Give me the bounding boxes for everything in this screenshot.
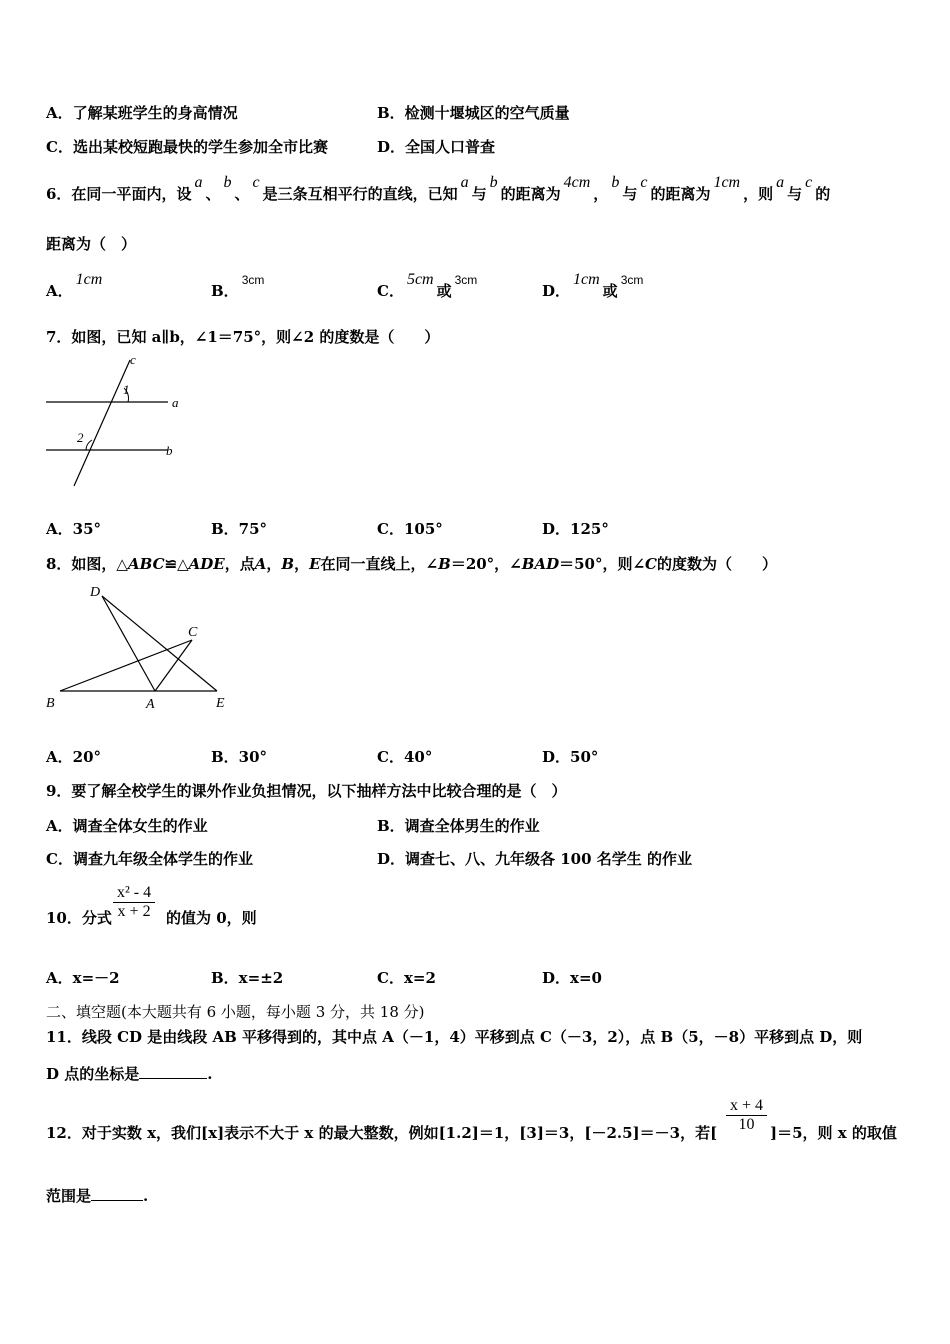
q9-stem: 9．要了解全校学生的课外作业负担情况，以下抽样方法中比较合理的是（ ） [46,782,567,800]
q8-label-c: C [188,625,198,640]
q6-option-d: D．1cm或$^{3cm}$ [542,271,644,300]
q6-option-a: A．1cm [46,271,103,300]
q9-option-a: A．调查全体女生的作业 [46,817,208,835]
q8-option-a: A．20° [46,748,102,766]
q10-fraction [113,884,155,921]
q9-option-d: D．调查七、八、九年级各 100 名学生 的作业 [377,850,692,868]
q12-answer-blank [91,1200,143,1201]
q12-stem-prefix: 12．对于实数 x，我们[x]表示不大于 x 的最大整数，例如[1.2]＝1，[3]＝3，[－2.5]＝－3，若[ [46,1124,718,1142]
q7-figure [40,350,190,490]
q8-stem: 8．如图，△ABC≌△ADE，点A，B，E在同一直线上，∠B＝20°，∠BAD＝50°，则∠C的度数为（ ） [46,555,778,573]
q5-option-b: B．检测十堰城区的空气质量 [377,104,570,122]
q8-segment-da [102,596,155,691]
q5-option-a: A．了解某班学生的身高情况 [46,104,238,122]
q11-stem-line2: D 点的坐标是 . [46,1065,213,1083]
q8-figure [40,580,240,715]
q8-label-b: B [46,696,55,711]
section-2-heading: 二、填空题(本大题共有 6 小题，每小题 3 分，共 18 分) [46,1003,425,1021]
q7-label-a: a [172,395,179,410]
q11-answer-blank [139,1078,207,1079]
q12-fraction-denominator: 10 [738,1116,755,1133]
q8-label-e: E [216,696,225,711]
q7-option-b: B．75° [211,520,268,538]
q7-label-1: 1 [123,382,130,397]
q6-stem-line2: 距离为（ ） [46,235,137,253]
q7-option-c: C．105° [377,520,443,538]
q10-option-a: A．x=－2 [46,969,120,987]
q9-option-c: C．调查九年级全体学生的作业 [46,850,253,868]
q10-stem-prefix: 10．分式 [46,909,112,927]
q7-label-c: c [130,352,136,367]
q7-label-2: 2 [77,430,84,445]
q10-fraction-numerator: x² - 4 [117,884,152,901]
q10-option-b: B．x=±2 [211,969,284,987]
q8-option-d: D．50° [542,748,599,766]
q7-label-b: b [166,443,173,458]
q7-line-c [74,360,130,486]
q8-option-b: B．30° [211,748,268,766]
q6-option-b: B．$^{3cm}$ [211,273,265,300]
q10-fraction-denominator: x + 2 [117,903,151,920]
q8-segment-bc [60,640,192,691]
q10-option-c: C．x=2 [377,969,436,987]
q8-option-c: C．40° [377,748,433,766]
q10-stem-suffix: 的值为 0，则 [166,909,257,927]
q6-option-c: C．5cm或$^{3cm}$ [377,271,478,300]
q6-stem: 6．在同一平面内，设a、b、c是三条互相平行的直线，已知a与b的距离为4cm，b与c的距离为1cm，则a与c的 [46,174,831,203]
q12-fraction [726,1097,767,1134]
q10-option-d: D．x=0 [542,969,602,987]
q11-stem: 11．线段 CD 是由线段 AB 平移得到的，其中点 A（－1，4）平移到点 C（－3，2），点 B（5，－8）平移到点 D，则 [46,1028,863,1046]
q7-option-d: D．125° [542,520,609,538]
q9-option-b: B．调查全体男生的作业 [377,817,540,835]
q8-segment-de [102,596,217,691]
q8-label-d: D [90,585,101,600]
q12-fraction-numerator: x + 4 [730,1097,764,1114]
q7-stem: 7．如图，已知 a∥b，∠1＝75°，则∠2 的度数是（ ） [46,328,440,346]
q7-option-a: A．35° [46,520,102,538]
q5-option-c: C．选出某校短跑最快的学生参加全市比赛 [46,138,328,156]
q5-option-d: D．全国人口普查 [377,138,496,156]
q8-label-a: A [146,697,155,712]
q12-stem-line2: 范围是 . [46,1187,149,1205]
q12-stem-suffix: ]＝5，则 x 的取值 [770,1124,897,1142]
